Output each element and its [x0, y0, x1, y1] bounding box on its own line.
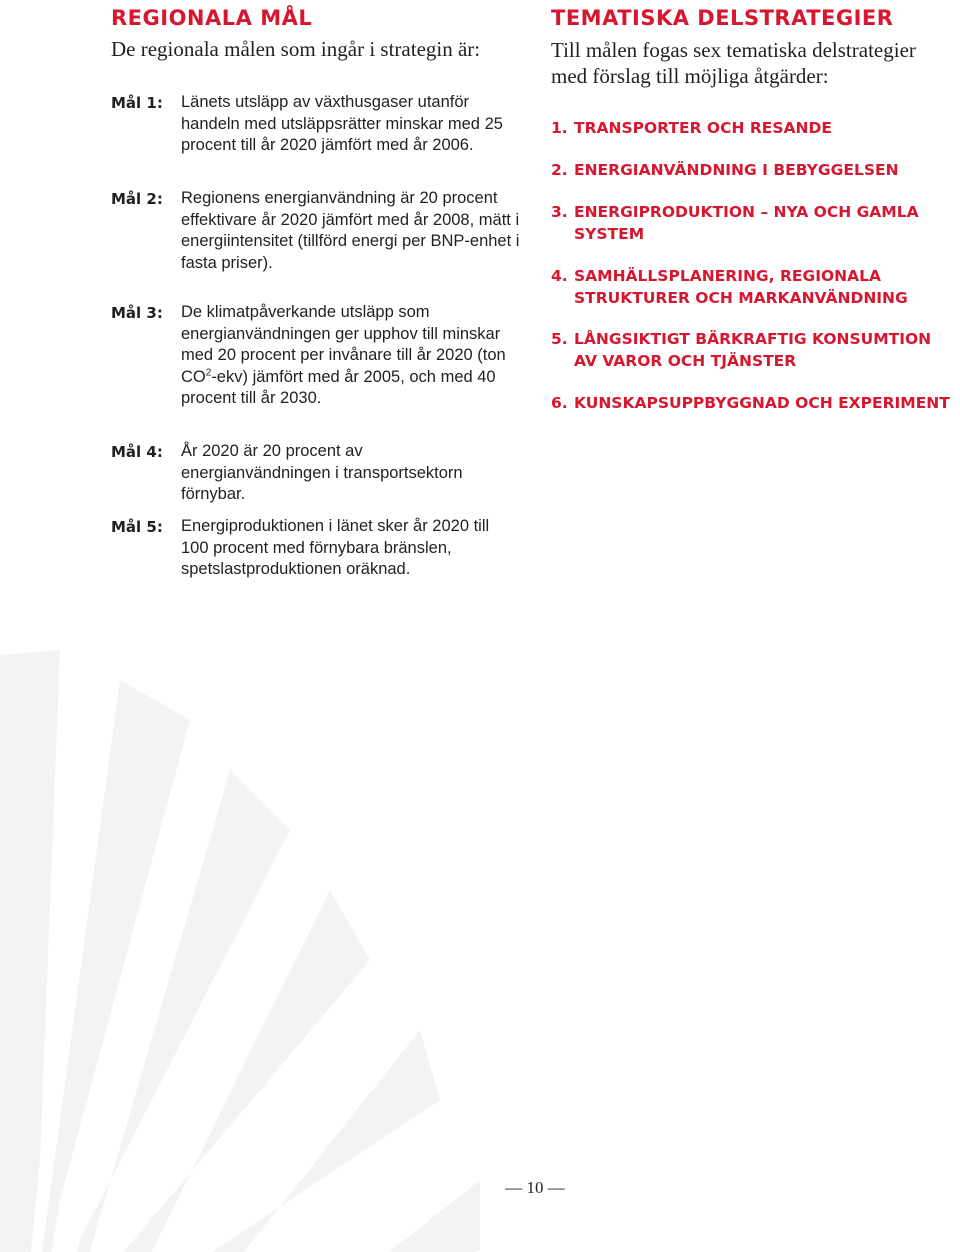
strategy-label: ENERGIPRODUKTION – NYA OCH GAMLA SYSTEM — [574, 203, 919, 243]
strategy-item-3 — [551, 202, 956, 245]
goal-3-text-after: -ekv) jämfört med år 2005, och med 40 procent till år 2030. — [181, 367, 496, 407]
goal-4-label: Mål 4: — [111, 443, 163, 461]
goal-2-label: Mål 2: — [111, 190, 163, 208]
strategy-item-4 — [551, 266, 956, 309]
strategy-label: SAMHÄLLSPLANERING, REGIONALA STRUKTURER OCH MARKANVÄNDNING — [574, 267, 908, 307]
goal-3-text — [181, 302, 511, 410]
goal-5-text: Energiproduktionen i länet sker år 2020 till 100 procent med förnybara bränslen, spetslastproduktionen oräknad. — [181, 517, 490, 578]
strategy-item-1 — [551, 118, 956, 140]
strategy-label: KUNSKAPSUPPBYGGNAD OCH EXPERIMENT — [574, 394, 950, 412]
strategy-label: LÅNGSIKTIGT BÄRKRAFTIG KONSUMTION AV VAROR OCH TJÄNSTER — [574, 330, 932, 370]
strategy-number: 1. — [551, 119, 568, 137]
thematic-strategies-intro: Till målen fogas sex tematiska delstrategier med förslag till möjliga åtgärder: — [551, 38, 916, 88]
strategy-item-5 — [551, 329, 956, 372]
goal-5-label: Mål 5: — [111, 518, 163, 536]
regional-goals-intro: De regionala målen som ingår i strategin är: — [111, 37, 481, 61]
goal-1-text: Länets utsläpp av växthusgaser utanför handeln med utsläppsrätter minskar med 25 procent till år 2020 jämfört med år 2006. — [181, 93, 503, 154]
strategy-number: 2. — [551, 161, 568, 179]
strategy-item-2 — [551, 160, 956, 182]
strategy-number: 5. — [551, 330, 568, 348]
goal-1-label: Mål 1: — [111, 94, 163, 112]
goal-3-text-before: De klimatpåverkande utsläpp som energianvändningen ger upphov till minskar med 20 procent per invånare till år 2020 (ton CO — [181, 303, 506, 386]
regional-goals-heading: REGIONALA MÅL — [111, 6, 313, 30]
strategy-label: ENERGIANVÄNDNING I BEBYGGELSEN — [574, 161, 899, 179]
strategy-item-6 — [551, 393, 956, 415]
strategy-number: 6. — [551, 394, 568, 412]
goal-4-text: År 2020 är 20 procent av energianvändningen i transportsektorn förnybar. — [181, 442, 463, 503]
page-number: — 10 — — [505, 1178, 565, 1197]
strategy-number: 4. — [551, 267, 568, 285]
goal-2-text: Regionens energianvändning är 20 procent effektivare år 2020 jämfört med år 2008, mätt i energiintensitet (tillförd energi per BNP-enhet i fasta priser). — [181, 189, 520, 272]
goal-3-label: Mål 3: — [111, 304, 163, 322]
thematic-strategies-heading: TEMATISKA DELSTRATEGIER — [551, 6, 894, 30]
goal-3-superscript: 2 — [205, 367, 212, 378]
sunburst-decoration — [0, 560, 520, 1252]
strategy-number: 3. — [551, 203, 568, 221]
strategy-label: TRANSPORTER OCH RESANDE — [574, 119, 832, 137]
